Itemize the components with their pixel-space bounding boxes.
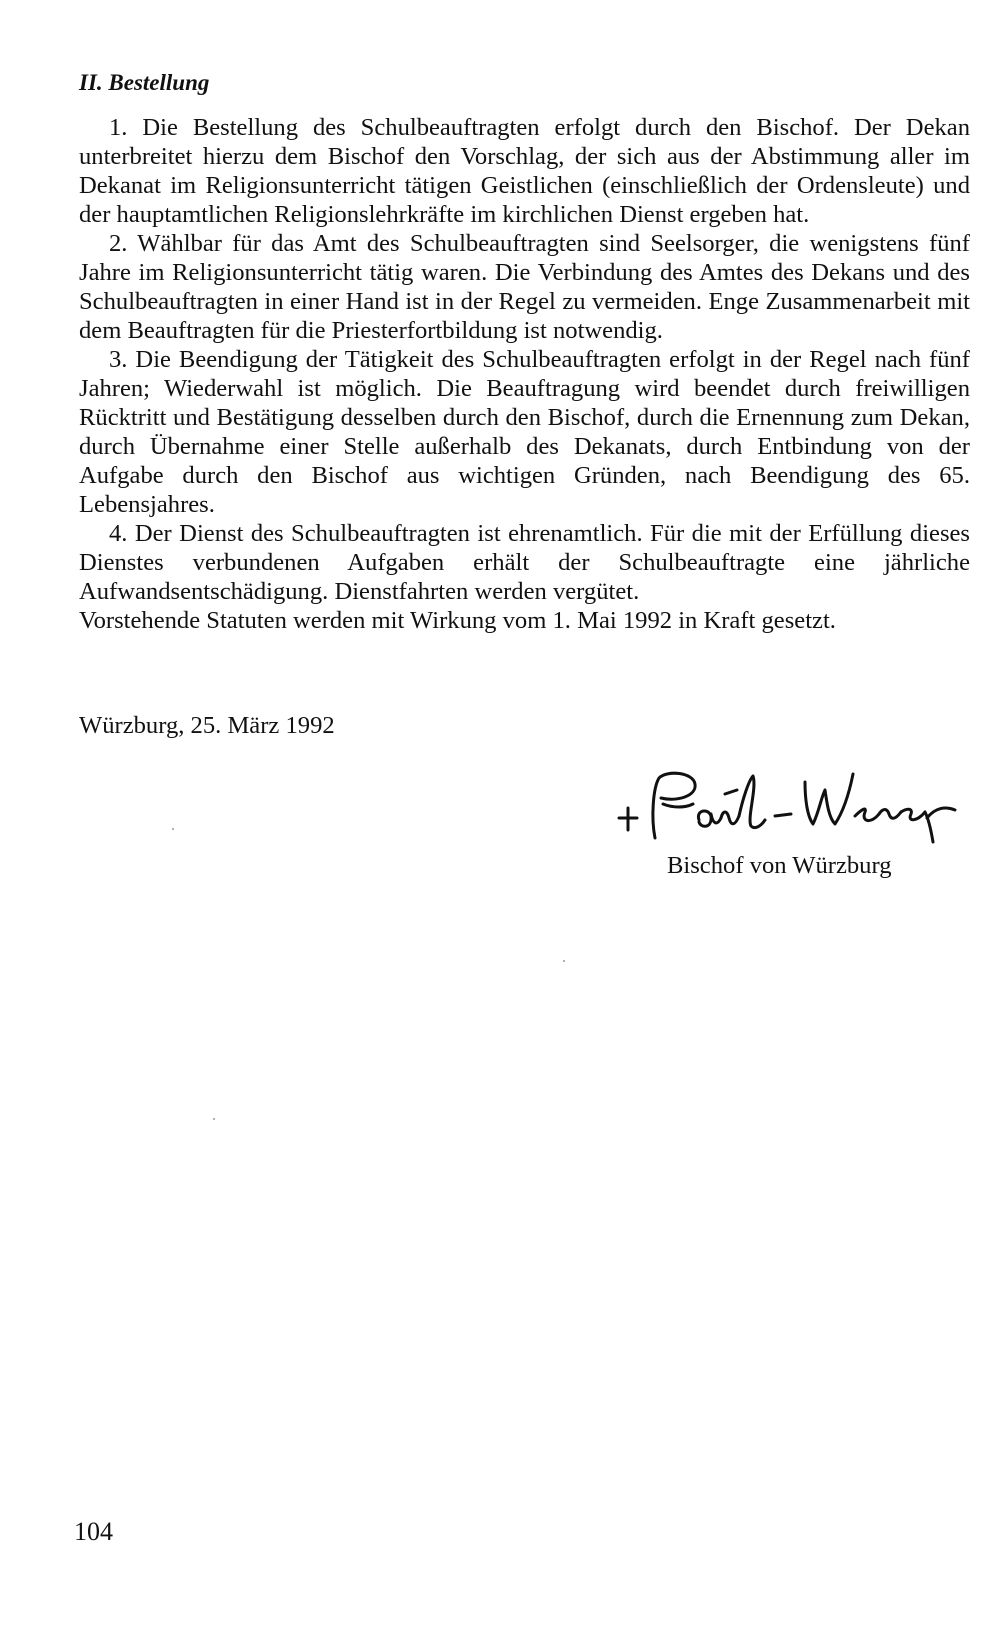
paragraph-1: 1. Die Bestellung des Schulbeauftragten erfolgt durch den Bischof. Der Dekan unterbreitet hierzu dem Bischof den Vorschlag, der sich aus der Abstimmung aller im Dekanat im Religionsunterricht tätigen Geistlichen (einschließlich der Ordensleute) und der hauptamtlichen Religionslehrkräfte im kirchlichen Dienst ergeben hat. [79, 114, 970, 228]
section-heading: II. Bestellung [79, 70, 210, 95]
statute-body [79, 113, 970, 635]
closing-statement: Vorstehende Statuten werden mit Wirkung vom 1. Mai 1992 in Kraft gesetzt. [79, 607, 836, 634]
scan-speck [563, 960, 565, 962]
place-date: Würzburg, 25. März 1992 [79, 712, 335, 739]
paragraph-3: 3. Die Beendigung der Tätigkeit des Schulbeauftragten erfolgt in der Regel nach fünf Jahren; Wiederwahl ist möglich. Die Beauftragung wird beendet durch freiwilligen Rücktritt und Bestätigung desselben durch den Bischof, durch die Ernennung zum Dekan, durch Übernahme einer Stelle außerhalb des Dekanats, durch Entbindung von der Aufgabe durch den Bischof aus wichtigen Gründen, nach Beendigung des 65. Lebensjahres. [79, 346, 970, 518]
page-number: 104 [74, 1517, 113, 1546]
scan-speck [172, 828, 174, 830]
paragraph-2: 2. Wählbar für das Amt des Schulbeauftragten sind Seelsorger, die wenigstens fünf Jahre im Religionsunterricht tätig waren. Die Verbindung des Amtes des Dekans und des Schulbeauftragten in einer Hand ist in der Regel zu vermeiden. Enge Zusammenarbeit mit dem Beauftragten für die Priesterfortbildung ist notwendig. [79, 230, 970, 344]
paragraph-4: 4. Der Dienst des Schulbeauftragten ist ehrenamtlich. Für die mit der Erfüllung dieses Dienstes verbundenen Aufgaben erhält der Schulbeauftragte eine jährliche Aufwandsentschädigung. Dienstfahrten werden vergütet. [79, 520, 970, 605]
handwritten-signature [615, 768, 960, 846]
signature-title: Bischof von Würzburg [667, 852, 892, 879]
scan-speck [213, 1118, 215, 1120]
